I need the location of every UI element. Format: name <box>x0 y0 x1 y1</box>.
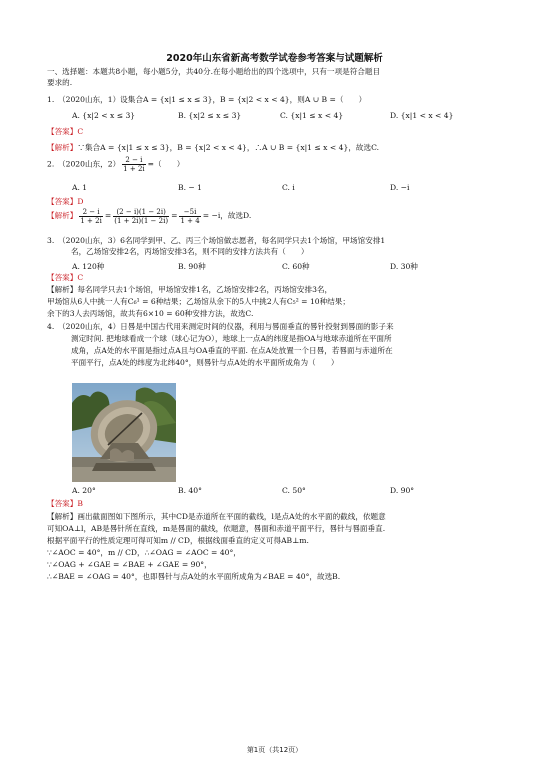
q2-stem-denominator: 1 + 2i <box>123 165 145 173</box>
q3-option-a: A. 120种 <box>72 262 105 271</box>
q1-explanation <box>47 143 379 153</box>
q2-equals-1: = <box>104 211 112 220</box>
page-footer: 第1页（共12页） <box>246 746 303 754</box>
sundial-illustration <box>72 383 176 482</box>
q4-stem-4: 平面平行，点A处的纬度为北纬40°，则晷针与点A处的水平面所成角为（ ） <box>71 358 339 367</box>
q4-explanation-1: 【解析】画出截面图如下图所示，其中CD是赤道所在平面的截线，l是点A处的水平面的截线，依题意 <box>47 512 386 521</box>
q4-option-a: A. 20° <box>72 486 96 495</box>
q2-fraction-3-den: 1 + 4 <box>180 216 200 225</box>
sundial-photo <box>72 383 176 482</box>
q4-option-c: C. 50° <box>282 486 306 495</box>
q3-explanation-1: 【解析】每名同学只去1个场馆，甲场馆安排1名，乙场馆安排2名，丙场馆安排3名， <box>47 285 333 294</box>
q3-answer: 【答案】C <box>47 273 84 282</box>
q2-equals-2: = <box>171 211 178 220</box>
q2-fraction-2 <box>113 208 169 225</box>
q2-stem <box>47 156 184 173</box>
q2-answer: 【答案】D <box>47 197 84 206</box>
q3-option-b: B. 90种 <box>178 262 206 271</box>
q1-option-b: B. {x|2 ≤ x ≤ 3} <box>178 111 242 120</box>
q2-option-a: A. 1 <box>72 183 88 192</box>
q4-stem-1: 4. （2020山东，4）日晷是中国古代用来测定时间的仪器，利用与晷面垂直的晷针投射到晷面的影子来 <box>47 322 394 331</box>
q4-explanation-3: 根据平面平行的性质定理可得可知m // CD，根据线面垂直的定义可得AB⊥m. <box>47 536 309 545</box>
q2-option-c: C. i <box>282 183 295 192</box>
q2-fraction-2-den: (1 + 2i)(1 − 2i) <box>114 216 169 225</box>
q4-explanation-2: 可知OA⊥l，AB是晷针所在直线，m是晷面的截线，依题意，晷面和赤道平面平行，晷针与晷面垂直. <box>47 524 386 533</box>
q2-explanation-tail: = −i，故选D. <box>202 211 252 220</box>
q4-option-b: B. 40° <box>178 486 202 495</box>
q1-explanation-text: ∵集合A = {x|1 ≤ x ≤ 3}，B = {x|2 < x < 4}，∴A ∪ B = {x|1 ≤ x < 4}，故选C. <box>77 143 380 152</box>
q3-stem: 3. （2020山东，3）6名同学到甲、乙、丙三个场馆做志愿者，每名同学只去1个场馆，甲场馆安排1 <box>47 236 386 245</box>
q4-stem-3: 成角，点A处的水平面是指过点A且与OA垂直的平面. 在点A处放置一个日晷，若晷面与赤道所在 <box>71 346 393 355</box>
q2-stem-suffix: =（ ） <box>147 159 185 169</box>
q2-fraction-1 <box>79 208 102 225</box>
q2-fraction-3 <box>179 208 200 225</box>
q2-fraction-2-num: (2 − i)(1 − 2i) <box>113 208 169 217</box>
document-title: 2020年山东省新高考数学试卷参考答案与试题解析 <box>166 53 383 64</box>
q4-explanation-6: ∴∠BAE = ∠OAG = 40°，也即晷针与点A处的水平面所成角为∠BAE = 40°，故选B. <box>47 572 341 581</box>
q3-stem-cont: 名，乙场馆安排2名，丙场馆安排3名，则不同的安排方法共有（ ） <box>71 247 309 256</box>
q4-option-d: D. 90° <box>390 486 415 495</box>
q1-option-a: A. {x|2 < x ≤ 3} <box>72 111 136 120</box>
q3-explanation-2: 甲场馆从6人中挑一人有C₆¹ = 6种结果；乙场馆从余下的5人中挑2人有C₅² = 10种结果； <box>47 297 350 306</box>
q2-option-d: D. −i <box>390 183 410 192</box>
section-heading-cont: 要求的. <box>47 78 73 87</box>
q2-explanation-tag: 【解析】 <box>47 211 78 220</box>
q3-explanation-3: 余下的3人去丙场馆，故共有6×10 = 60种安排方法，故选C. <box>47 309 254 318</box>
q1-answer: 【答案】C <box>47 127 84 136</box>
q2-fraction-1-den: 1 + 2i <box>80 216 102 225</box>
q2-stem-prefix: 2. （2020山东，2） <box>47 159 121 169</box>
q4-explanation-5: ∵∠OAG + ∠GAE = ∠BAE + ∠GAE = 90°， <box>47 560 212 569</box>
q2-fraction-3-num: −5i <box>179 208 200 217</box>
q1-option-c: C. {x|1 ≤ x < 4} <box>280 111 344 120</box>
q2-fraction-1-num: 2 − i <box>79 208 102 217</box>
q3-option-d: D. 30种 <box>390 262 418 271</box>
q2-option-b: B. − 1 <box>178 183 203 192</box>
q1-stem: 1. （2020山东，1）设集合A = {x|1 ≤ x ≤ 3}，B = {x|2 < x < 4}，则A ∪ B =（ ） <box>47 95 367 104</box>
section-heading: 一、选择题：本题共8小题，每小题5分，共40分.在每小题给出的四个选项中，只有一项是符合题目 <box>47 67 381 76</box>
q2-stem-fraction <box>122 156 145 173</box>
q1-option-d: D. {x|1 < x < 4} <box>390 111 454 120</box>
q4-answer: 【答案】B <box>47 499 83 508</box>
q4-stem-2: 测定时间. 把地球看成一个球（球心记为O），地球上一点A的纬度是指OA与地球赤道所在平面所 <box>71 334 392 343</box>
q3-option-c: C. 60种 <box>282 262 310 271</box>
q2-explanation <box>47 207 251 225</box>
q4-explanation-4: ∵∠AOC = 40°，m // CD，∴∠OAG = ∠AOC = 40°， <box>47 548 241 557</box>
q2-stem-numerator: 2 − i <box>122 156 145 165</box>
q1-explanation-tag: 【解析】 <box>47 143 78 152</box>
